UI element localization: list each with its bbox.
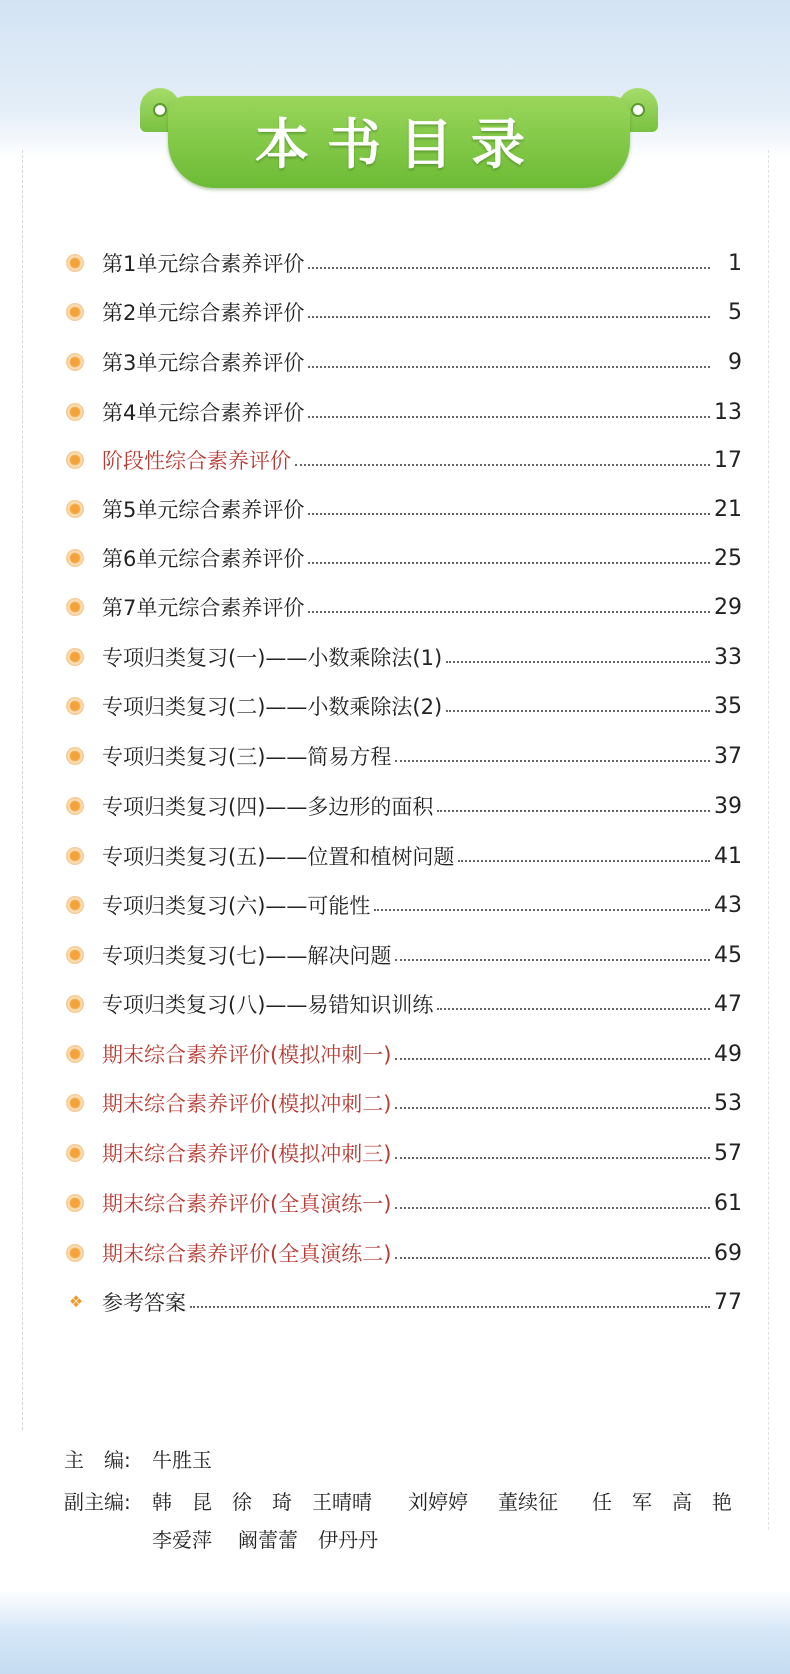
toc-entry xyxy=(102,587,742,627)
toc-page-number: 5 xyxy=(728,299,742,325)
toc-page-number: 21 xyxy=(714,496,742,522)
dot-leader xyxy=(308,316,710,318)
title-banner xyxy=(140,88,658,192)
toc-label: 专项归类复习(五)——位置和植树问题 xyxy=(102,845,455,869)
circle-bullet-icon xyxy=(66,500,84,518)
toc-label: 期末综合素养评价(模拟冲刺一) xyxy=(102,1043,392,1067)
toc-entry xyxy=(102,1034,742,1074)
toc-page-number: 39 xyxy=(714,793,742,819)
circle-bullet-icon xyxy=(66,1244,84,1262)
toc-entry xyxy=(102,637,742,677)
toc-label: 第4单元综合素养评价 xyxy=(102,401,305,425)
pin-icon xyxy=(631,103,645,117)
chief-editor-name: 牛胜玉 xyxy=(152,1448,212,1472)
chief-editor-role: 主 编: xyxy=(64,1448,131,1472)
toc-page-number: 69 xyxy=(714,1240,742,1266)
deputy-editor-name: 王晴晴 xyxy=(312,1490,372,1514)
toc-entry xyxy=(102,984,742,1024)
toc-entry xyxy=(102,1282,742,1322)
deputy-editor-name: 刘婷婷 xyxy=(408,1490,468,1514)
diamond-bullet-icon: ❖ xyxy=(68,1292,84,1311)
toc-label: 期末综合素养评价(全真演练二) xyxy=(102,1242,392,1266)
toc-item[interactable] xyxy=(60,1034,750,1074)
toc-label: 期末综合素养评价(模拟冲刺二) xyxy=(102,1092,392,1116)
circle-bullet-icon xyxy=(66,1194,84,1212)
toc-page-number: 35 xyxy=(714,693,742,719)
toc-label: 第1单元综合素养评价 xyxy=(102,252,305,276)
dot-leader xyxy=(446,661,710,663)
dot-leader xyxy=(437,810,710,812)
toc-label: 第5单元综合素养评价 xyxy=(102,498,305,522)
toc-item[interactable] xyxy=(60,984,750,1024)
toc-label: 专项归类复习(八)——易错知识训练 xyxy=(102,993,434,1017)
toc-item[interactable] xyxy=(60,342,750,382)
deputy-editors-row xyxy=(64,1486,764,1516)
toc-entry xyxy=(102,1183,742,1223)
toc-page-number: 57 xyxy=(714,1140,742,1166)
dot-leader xyxy=(308,513,710,515)
toc-entry xyxy=(102,292,742,332)
toc-item[interactable] xyxy=(60,1183,750,1223)
page-title: 本书目录 xyxy=(255,113,543,176)
toc-page-number: 47 xyxy=(714,991,742,1017)
dot-leader xyxy=(308,611,710,613)
toc-item[interactable] xyxy=(60,637,750,677)
toc-label: 期末综合素养评价(全真演练一) xyxy=(102,1192,392,1216)
toc-entry xyxy=(102,1133,742,1173)
toc-label: 阶段性综合素养评价 xyxy=(102,449,291,473)
toc-entry xyxy=(102,489,742,529)
circle-bullet-icon xyxy=(66,353,84,371)
toc-page-number: 17 xyxy=(714,447,742,473)
circle-bullet-icon xyxy=(66,648,84,666)
toc-item[interactable] xyxy=(60,1282,750,1322)
toc-item[interactable] xyxy=(60,736,750,776)
deputy-editor-name: 高 艳 xyxy=(672,1490,732,1514)
circle-bullet-icon xyxy=(66,451,84,469)
toc-entry xyxy=(102,538,742,578)
dot-leader xyxy=(308,267,710,269)
pin-icon xyxy=(153,103,167,117)
dot-leader xyxy=(295,464,710,466)
dot-leader xyxy=(446,710,710,712)
toc-page-number: 13 xyxy=(714,399,742,425)
circle-bullet-icon xyxy=(66,403,84,421)
toc-label: 第6单元综合素养评价 xyxy=(102,547,305,571)
left-margin-line xyxy=(22,150,24,1430)
toc-label: 专项归类复习(七)——解决问题 xyxy=(102,944,392,968)
dot-leader xyxy=(395,959,710,961)
right-margin-line xyxy=(768,150,770,1530)
dot-leader xyxy=(395,1257,710,1259)
dot-leader xyxy=(395,1157,710,1159)
circle-bullet-icon xyxy=(66,747,84,765)
toc-item[interactable] xyxy=(60,392,750,432)
toc-page-number: 77 xyxy=(714,1289,742,1315)
toc-item[interactable] xyxy=(60,1083,750,1123)
toc-entry xyxy=(102,736,742,776)
deputy-editor-name: 阚蕾蕾 xyxy=(238,1528,298,1552)
toc-label: 参考答案 xyxy=(102,1291,186,1315)
toc-entry xyxy=(102,885,742,925)
deputy-editor-name: 伊丹丹 xyxy=(318,1528,378,1552)
toc-label: 专项归类复习(三)——简易方程 xyxy=(102,745,392,769)
circle-bullet-icon xyxy=(66,847,84,865)
dot-leader xyxy=(395,760,710,762)
circle-bullet-icon xyxy=(66,1144,84,1162)
dot-leader xyxy=(190,1306,710,1308)
toc-page-number: 49 xyxy=(714,1041,742,1067)
toc-label: 专项归类复习(二)——小数乘除法(2) xyxy=(102,695,443,719)
toc-page-number: 61 xyxy=(714,1190,742,1216)
toc-item[interactable] xyxy=(60,786,750,826)
toc-label: 专项归类复习(六)——可能性 xyxy=(102,894,371,918)
deputy-editors-row-2 xyxy=(64,1524,764,1554)
toc-item[interactable] xyxy=(60,686,750,726)
deputy-editor-name: 董续征 xyxy=(498,1490,558,1514)
deputy-editor-role: 副主编: xyxy=(64,1490,131,1514)
deputy-editor-name: 韩 昆 xyxy=(152,1490,212,1514)
toc-item[interactable] xyxy=(60,587,750,627)
dot-leader xyxy=(395,1107,710,1109)
toc-entry xyxy=(102,786,742,826)
toc-item[interactable] xyxy=(60,1133,750,1173)
toc-item[interactable] xyxy=(60,538,750,578)
toc-label: 第7单元综合素养评价 xyxy=(102,596,305,620)
toc-item[interactable] xyxy=(60,885,750,925)
toc-page-number: 37 xyxy=(714,743,742,769)
circle-bullet-icon xyxy=(66,1094,84,1112)
circle-bullet-icon xyxy=(66,995,84,1013)
toc-page-number: 33 xyxy=(714,644,742,670)
toc-entry xyxy=(102,243,742,283)
circle-bullet-icon xyxy=(66,697,84,715)
toc-item[interactable] xyxy=(60,440,750,480)
deputy-editor-name: 任 军 xyxy=(592,1490,652,1514)
toc-label: 专项归类复习(一)——小数乘除法(1) xyxy=(102,646,443,670)
toc-item[interactable] xyxy=(60,292,750,332)
toc-label: 第2单元综合素养评价 xyxy=(102,301,305,325)
toc-page-number: 29 xyxy=(714,594,742,620)
toc-entry xyxy=(102,440,742,480)
deputy-editor-name: 徐 琦 xyxy=(232,1490,292,1514)
circle-bullet-icon xyxy=(66,549,84,567)
deputy-editor-name: 李爱萍 xyxy=(152,1528,212,1552)
toc-entry xyxy=(102,342,742,382)
toc-page-number: 53 xyxy=(714,1090,742,1116)
circle-bullet-icon xyxy=(66,946,84,964)
toc-label: 专项归类复习(四)——多边形的面积 xyxy=(102,795,434,819)
circle-bullet-icon xyxy=(66,896,84,914)
dot-leader xyxy=(458,860,710,862)
toc-page-number: 1 xyxy=(728,250,742,276)
dot-leader xyxy=(437,1008,710,1010)
dot-leader xyxy=(308,416,710,418)
toc-entry xyxy=(102,1083,742,1123)
toc-item[interactable] xyxy=(60,836,750,876)
toc-item[interactable] xyxy=(60,935,750,975)
circle-bullet-icon xyxy=(66,254,84,272)
toc-item[interactable] xyxy=(60,489,750,529)
toc-item[interactable] xyxy=(60,243,750,283)
dot-leader xyxy=(395,1207,710,1209)
circle-bullet-icon xyxy=(66,1045,84,1063)
dot-leader xyxy=(308,366,710,368)
toc-entry xyxy=(102,392,742,432)
dot-leader xyxy=(395,1058,710,1060)
toc-page-number: 25 xyxy=(714,545,742,571)
toc-label: 第3单元综合素养评价 xyxy=(102,351,305,375)
toc-page-number: 41 xyxy=(714,843,742,869)
circle-bullet-icon xyxy=(66,797,84,815)
dot-leader xyxy=(374,909,710,911)
circle-bullet-icon xyxy=(66,303,84,321)
toc-label: 期末综合素养评价(模拟冲刺三) xyxy=(102,1142,392,1166)
toc-page-number: 43 xyxy=(714,892,742,918)
toc-entry xyxy=(102,686,742,726)
toc-entry xyxy=(102,836,742,876)
toc-item[interactable] xyxy=(60,1233,750,1273)
toc-entry xyxy=(102,935,742,975)
circle-bullet-icon xyxy=(66,598,84,616)
toc-page-number: 45 xyxy=(714,942,742,968)
toc-entry xyxy=(102,1233,742,1273)
toc-page-number: 9 xyxy=(728,349,742,375)
dot-leader xyxy=(308,562,710,564)
